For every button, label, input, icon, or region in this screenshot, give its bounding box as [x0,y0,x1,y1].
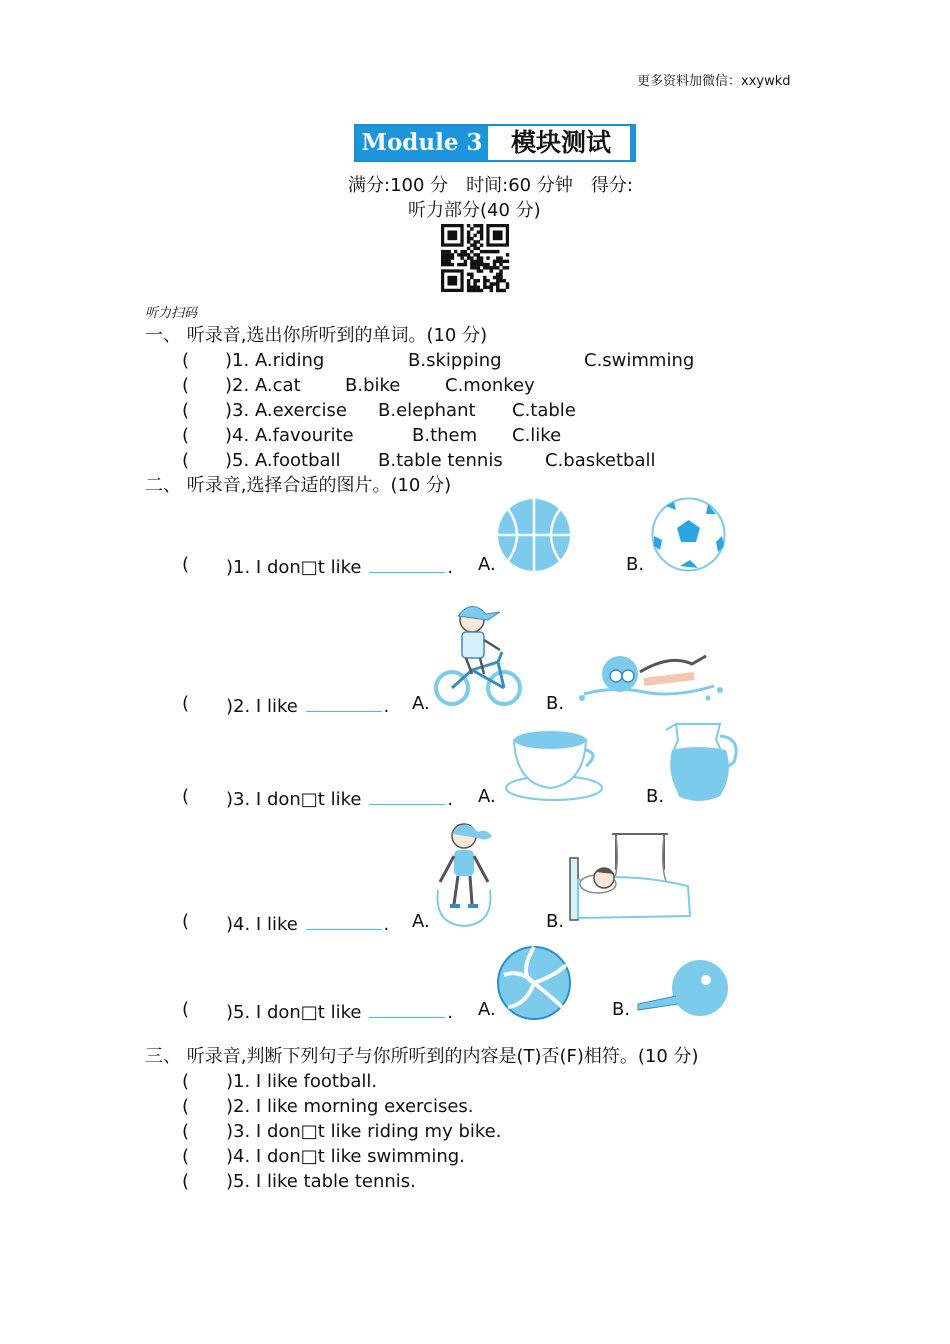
qr-module [451,256,454,259]
qr-module [480,234,483,237]
section1-heading: 一、 听录音,选出你所听到的单词。(10 分) [145,325,488,346]
qr-module [470,256,473,259]
qr-module [451,263,454,266]
qr-module [493,263,496,266]
qr-module [503,279,506,282]
qr-module [467,240,470,243]
qr-module [506,253,509,256]
qr-module [496,276,499,279]
s1-item5-a: ( )5. A.football [182,450,341,471]
girl-skipping-icon [430,820,500,928]
qr-module [496,273,499,276]
qr-module [503,289,506,292]
qr-module [460,250,463,253]
boy-riding-bike-icon [432,600,522,710]
s1-item2-b: B.bike [345,375,401,396]
s1-item4-b: B.them [412,425,478,446]
qr-module [473,240,476,243]
s2-q5-paren: ( [182,999,190,1020]
qr-module [444,263,447,266]
qr-module [473,260,476,263]
qr-module [490,286,493,289]
s2-q3-paren: ( [182,786,190,807]
qr-module [454,250,457,253]
qr-module [506,260,509,263]
qr-module [483,282,486,285]
qr-module [486,250,489,253]
qr-module [467,237,470,240]
s2-q2-blank[interactable] [306,693,382,712]
qr-module [493,282,496,285]
qr-finder [447,230,457,240]
s2-q3-option-b[interactable]: B. [646,786,665,807]
s1-item5-c: C.basketball [545,450,656,471]
qr-module [477,253,480,256]
qr-module [480,237,483,240]
qr-module [473,282,476,285]
s1-item4-a: ( )4. A.favourite [182,425,354,446]
qr-module [470,243,473,246]
qr-module [490,266,493,269]
qr-module [467,286,470,289]
qr-module [447,253,450,256]
qr-module [444,256,447,259]
qr-module [477,269,480,272]
qr-module [470,227,473,230]
qr-module [470,266,473,269]
qr-module [470,260,473,263]
qr-module [467,279,470,282]
s3-item1-text: )1. I like football. [226,1071,378,1092]
qr-module [470,237,473,240]
qr-module [473,263,476,266]
qr-module [480,227,483,230]
qr-module [464,250,467,253]
s2-q1-blank[interactable] [369,554,445,573]
qr-module [467,234,470,237]
s1-item3-a: ( )3. A.exercise [182,400,347,421]
qr-module [447,250,450,253]
qr-module [477,240,480,243]
qr-module [460,256,463,259]
s3-item5-text: )5. I like table tennis. [226,1171,416,1192]
qr-module [470,273,473,276]
qr-module [499,276,502,279]
qr-module [447,256,450,259]
s2-q4-paren: ( [182,911,190,932]
qr-module [473,224,476,227]
qr-module [499,269,502,272]
qr-code-icon[interactable] [441,224,509,292]
s2-q2-option-b[interactable]: B. [546,693,565,714]
s2-q2-stem [226,693,389,718]
s1-item2-a: ( )2. A.cat [182,375,301,396]
qr-module [441,250,444,253]
boy-sleeping-icon [568,830,692,924]
qr-module [503,266,506,269]
qr-module [490,289,493,292]
s3-item2-text: )2. I like morning exercises. [226,1096,474,1117]
qr-module [451,253,454,256]
qr-module [480,250,483,253]
qr-module [473,286,476,289]
volleyball-icon [496,945,572,1021]
qr-module [483,263,486,266]
qr-module [441,263,444,266]
s2-q1-period: . [447,557,453,578]
qr-module [480,269,483,272]
qr-module [496,279,499,282]
qr-module [480,260,483,263]
qr-module [467,273,470,276]
s2-q4-option-a[interactable]: A. [412,911,430,932]
qr-module [473,243,476,246]
qr-module [506,266,509,269]
qr-module [499,289,502,292]
s2-q5-period: . [447,1002,453,1023]
s1-item3-b: B.elephant [378,400,476,421]
s3-item4-text: )4. I don□t like swimming. [226,1146,465,1167]
s1-item1-a: ( )1. A.riding [182,350,325,371]
qr-module [467,256,470,259]
s2-q1-stem-text: )1. I don□t like [226,557,362,578]
s3-item1-paren: ( [182,1071,190,1092]
qr-module [493,266,496,269]
qr-module [447,263,450,266]
basketball-icon [496,497,572,573]
qr-module [460,263,463,266]
football-icon [650,496,727,573]
s1-item4-c: C.like [512,425,562,446]
qr-module [480,230,483,233]
qr-finder [493,230,503,240]
qr-module [483,250,486,253]
s2-q3-option-a[interactable]: A. [478,786,496,807]
qr-module [496,286,499,289]
qr-module [473,266,476,269]
qr-module [473,234,476,237]
water-jug-icon [664,718,742,804]
qr-module [444,260,447,263]
qr-module [499,273,502,276]
teacup-icon [504,726,604,802]
s3-item3-paren: ( [182,1121,190,1142]
qr-module [486,256,489,259]
s2-q5-stem-text: )5. I don□t like [226,1002,362,1023]
qr-module [503,260,506,263]
qr-module [480,263,483,266]
qr-module [480,289,483,292]
s1-item5-b: B.table tennis [378,450,503,471]
qr-module [457,253,460,256]
score-line: 满分:100 分 时间:60 分钟 得分: [348,175,633,196]
header-note: 更多资料加微信：xxywkd [637,74,791,89]
s2-q4-period: . [383,914,390,935]
qr-module [499,279,502,282]
qr-module [496,256,499,259]
s1-item1-b: B.skipping [408,350,502,371]
module-label: Module 3 [356,126,488,160]
s2-q3-stem-text: )3. I don□t like [226,789,362,810]
qr-module [477,286,480,289]
qr-module [467,253,470,256]
s1-item3-c: C.table [512,400,576,421]
s2-q1-paren: ( [182,554,190,575]
qr-module [480,256,483,259]
qr-module [464,253,467,256]
qr-module [441,253,444,256]
qr-module [470,263,473,266]
qr-module [470,289,473,292]
qr-module [493,250,496,253]
qr-module [477,289,480,292]
section2-heading: 二、 听录音,选择合适的图片。(10 分) [145,475,452,496]
s2-q5-option-a[interactable]: A. [478,999,496,1020]
s2-q1-stem [226,554,453,579]
qr-module [499,260,502,263]
module-subtitle: 模块测试 [510,128,611,157]
qr-module [490,250,493,253]
qr-module [457,263,460,266]
qr-module [467,224,470,227]
qr-module [470,276,473,279]
listening-part-heading: 听力部分(40 分) [408,200,541,221]
qr-module [480,243,483,246]
module-title-banner [354,124,636,162]
s2-q4-blank[interactable] [306,911,382,930]
qr-module [499,263,502,266]
qr-module [477,279,480,282]
s2-q2-period: . [383,696,390,717]
qr-module [444,250,447,253]
qr-module [490,269,493,272]
s2-q3-period: . [447,789,453,810]
qr-finder [447,276,457,286]
qr-module [493,276,496,279]
table-tennis-paddle-icon [636,958,732,1018]
qr-module [496,250,499,253]
qr-module [467,289,470,292]
qr-module [467,247,470,250]
qr-module [477,263,480,266]
qr-module [486,263,489,266]
s2-q3-stem [226,786,453,811]
qr-module [499,256,502,259]
qr-module [506,282,509,285]
qr-module [470,286,473,289]
qr-module [496,289,499,292]
s1-item2-c: C.monkey [445,375,535,396]
qr-module [493,260,496,263]
s2-q5-blank[interactable] [369,999,445,1018]
s2-q2-stem-text: )2. I like [226,696,298,717]
qr-module [477,256,480,259]
s2-q4-option-b[interactable]: B. [546,911,565,932]
qr-module [486,286,489,289]
s1-item1-c: C.swimming [584,350,695,371]
s2-q1-option-a[interactable]: A. [478,554,496,575]
qr-module [473,253,476,256]
qr-module [496,282,499,285]
s2-q1-option-b[interactable]: B. [626,554,645,575]
qr-module [477,247,480,250]
s2-q2-option-a[interactable]: A. [412,693,430,714]
s2-q3-blank[interactable] [369,786,445,805]
qr-module [444,253,447,256]
qr-module [496,266,499,269]
qr-module [477,266,480,269]
banner-notch [630,126,636,160]
qr-module [470,250,473,253]
s2-q5-option-b[interactable]: B. [612,999,631,1020]
qr-caption: 听力扫码 [145,306,198,321]
s2-q2-paren: ( [182,693,190,714]
s2-q5-stem [226,999,453,1024]
qr-module [496,260,499,263]
swimmer-icon [574,646,728,704]
qr-module [467,230,470,233]
qr-module [447,260,450,263]
s2-q4-stem [226,911,389,936]
qr-module [506,286,509,289]
qr-module [486,266,489,269]
qr-module [473,247,476,250]
qr-module [477,260,480,263]
qr-module [464,263,467,266]
qr-module [441,256,444,259]
qr-module [460,253,463,256]
s2-q4-stem-text: )4. I like [226,914,298,935]
qr-module [486,279,489,282]
s3-item3-text: )3. I don□t like riding my bike. [226,1121,502,1142]
qr-module [483,286,486,289]
qr-module [441,260,444,263]
s3-item5-paren: ( [182,1171,190,1192]
qr-module [483,276,486,279]
qr-module [490,282,493,285]
qr-module [477,224,480,227]
qr-module [483,279,486,282]
qr-module [480,224,483,227]
qr-module [473,279,476,282]
qr-module [467,282,470,285]
qr-module [473,289,476,292]
qr-module [483,266,486,269]
qr-module [477,230,480,233]
s3-item4-paren: ( [182,1146,190,1167]
s3-item2-paren: ( [182,1096,190,1117]
section3-heading: 三、 听录音,判断下列句子与你所听到的内容是(T)否(F)相符。(10 分) [145,1046,699,1067]
qr-module [464,260,467,263]
